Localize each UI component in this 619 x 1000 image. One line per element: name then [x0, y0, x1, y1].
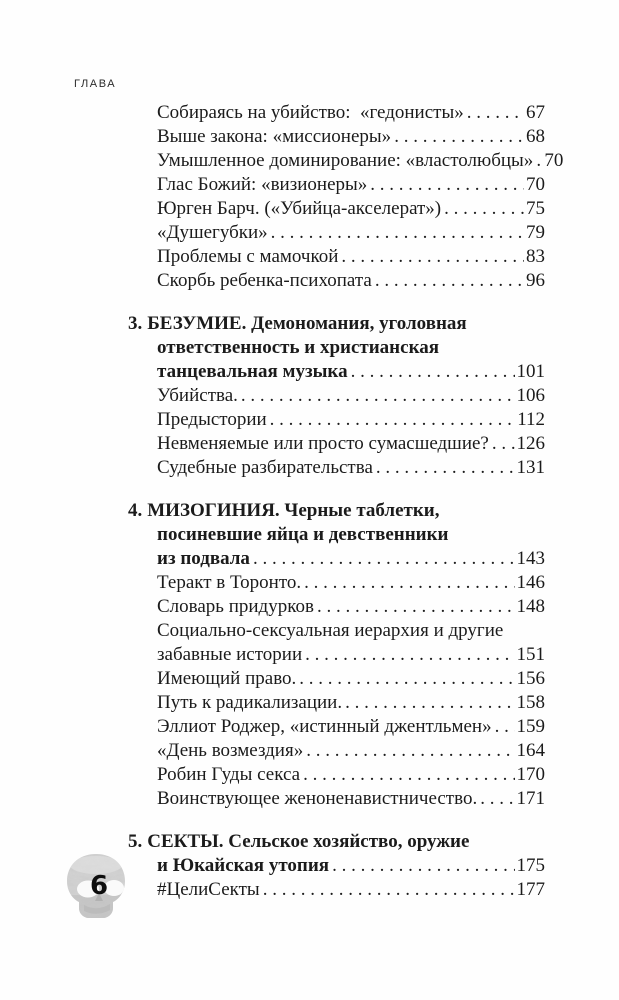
entry-page-number: 101: [516, 361, 545, 382]
toc-heading-text: СЕКТЫ. Сельское хозяйство, оружие: [147, 831, 470, 852]
entry-title: забавные истории: [157, 644, 303, 665]
toc-heading-line: [128, 312, 545, 336]
toc-heading-line: [128, 830, 545, 854]
toc-entry-line: [157, 787, 545, 811]
toc-entry-line: [157, 408, 545, 432]
entry-page-number: 79: [526, 222, 545, 243]
running-header: ГЛАВА: [74, 78, 117, 90]
entry-page-number: 148: [516, 596, 545, 617]
entry-page-number: 67: [526, 102, 545, 123]
toc-group: [128, 312, 545, 480]
entry-title: Предыстории: [157, 409, 267, 430]
dot-leader: [270, 408, 516, 432]
dot-leader: [492, 432, 515, 456]
toc-heading-text: посиневшие яйца и девственники: [157, 524, 449, 545]
toc-group: [128, 830, 545, 902]
dot-leader: [253, 547, 515, 571]
page-footer-ornament: [62, 851, 130, 923]
dot-leader: [241, 384, 515, 408]
entry-page-number: 106: [516, 385, 545, 406]
toc-heading-line: [157, 336, 545, 360]
toc-entry-line: [157, 691, 545, 715]
entry-page-number: 75: [526, 198, 545, 219]
toc-heading-number: 5.: [128, 831, 143, 852]
toc-entry-line: [157, 878, 545, 902]
entry-page-number: 70: [526, 174, 545, 195]
dot-leader: [480, 787, 514, 811]
toc-entry-line: [157, 432, 545, 456]
toc-group: [157, 101, 564, 293]
entry-page-number: 112: [517, 409, 545, 430]
toc-entry-line: [157, 269, 545, 293]
entry-title: «День возмездия»: [157, 740, 304, 761]
dot-leader: [306, 739, 514, 763]
dot-leader: [376, 456, 515, 480]
entry-title: Имеющий право.: [157, 668, 297, 689]
entry-page-number: 146: [516, 572, 545, 593]
skull-icon: [62, 851, 130, 923]
dot-leader: [345, 691, 514, 715]
entry-title: Невменяемые или просто сумасшедшие?: [157, 433, 489, 454]
dot-leader: [394, 125, 524, 149]
entry-title: Умышленное доминирование: «властолюбцы»: [157, 150, 534, 171]
toc-heading-text: ответственность и христианская: [157, 337, 440, 358]
entry-page-number: 170: [516, 764, 545, 785]
entry-title: Юрген Барч. («Убийца-акселерат»): [157, 198, 442, 219]
entry-page-number: 96: [526, 270, 545, 291]
dot-leader: [317, 595, 515, 619]
dot-leader: [467, 101, 524, 125]
entry-title: «Душегубки»: [157, 222, 268, 243]
entry-page-number: 156: [516, 668, 545, 689]
table-of-contents: [128, 101, 564, 902]
entry-page-number: 126: [516, 433, 545, 454]
dot-leader: [370, 173, 524, 197]
dot-leader: [305, 643, 514, 667]
toc-entry-line: [157, 245, 545, 269]
toc-entry-line: [157, 643, 545, 667]
dot-leader: [271, 221, 524, 245]
dot-leader: [332, 854, 514, 878]
entry-title: Убийства.: [157, 385, 238, 406]
entry-title: Собираясь на убийство: «гедонисты»: [157, 102, 464, 123]
entry-title: Воинствующее женоненавистничество.: [157, 788, 478, 809]
entry-title: Проблемы с мамочкой: [157, 246, 339, 267]
dot-leader: [299, 667, 514, 691]
entry-page-number: 83: [526, 246, 545, 267]
toc-entry-line: [157, 149, 564, 173]
page-number: 6: [89, 871, 109, 901]
toc-entry-line: [157, 125, 545, 149]
entry-page-number: 131: [516, 457, 545, 478]
toc-heading-number: 4.: [128, 500, 143, 521]
entry-page-number: 151: [516, 644, 545, 665]
entry-title: Словарь придурков: [157, 596, 314, 617]
toc-entry-line: [157, 101, 545, 125]
toc-heading-line: [157, 360, 545, 384]
entry-title: #ЦелиСекты: [157, 879, 260, 900]
toc-heading-text: МИЗОГИНИЯ. Черные таблетки,: [147, 500, 440, 521]
toc-heading-text: БЕЗУМИЕ. Демономания, уголовная: [147, 313, 467, 334]
entry-title: Путь к радикализации.: [157, 692, 343, 713]
entry-page-number: 143: [516, 548, 545, 569]
toc-heading-text: и Юкайская утопия: [157, 855, 330, 876]
dot-leader: [536, 149, 542, 173]
toc-entry-line: [157, 619, 545, 643]
entry-page-number: 164: [516, 740, 545, 761]
toc-heading-line: [157, 547, 545, 571]
entry-page-number: 159: [516, 716, 545, 737]
toc-entry-line: [157, 456, 545, 480]
dot-leader: [351, 360, 515, 384]
toc-entry-line: [157, 197, 545, 221]
entry-title: Глас Божий: «визионеры»: [157, 174, 368, 195]
dot-leader: [304, 571, 514, 595]
toc-entry-line: [157, 571, 545, 595]
toc-heading-line: [128, 499, 545, 523]
entry-title: Эллиот Роджер, «истинный джентльмен»: [157, 716, 492, 737]
dot-leader: [444, 197, 524, 221]
toc-entry-line: [157, 763, 545, 787]
entry-title: Социально-сексуальная иерархия и другие: [157, 620, 504, 641]
toc-heading-line: [157, 854, 545, 878]
entry-title: Теракт в Торонто.: [157, 572, 302, 593]
toc-entry-line: [157, 173, 545, 197]
toc-heading-text: из подвала: [157, 548, 250, 569]
toc-heading-line: [157, 523, 545, 547]
dot-leader: [341, 245, 524, 269]
toc-entry-line: [157, 739, 545, 763]
entry-title: Судебные разбирательства: [157, 457, 373, 478]
entry-page-number: 158: [516, 692, 545, 713]
entry-title: Робин Гуды секса: [157, 764, 301, 785]
dot-leader: [495, 715, 515, 739]
entry-page-number: 70: [544, 150, 564, 171]
dot-leader: [263, 878, 515, 902]
toc-group: [128, 499, 545, 811]
toc-entry-line: [157, 667, 545, 691]
toc-entry-line: [157, 595, 545, 619]
toc-entry-line: [157, 715, 545, 739]
dot-leader: [375, 269, 524, 293]
toc-entry-line: [157, 384, 545, 408]
toc-entry-line: [157, 221, 545, 245]
toc-heading-text: танцевальная музыка: [157, 361, 348, 382]
entry-title: Скорбь ребенка-психопата: [157, 270, 372, 291]
dot-leader: [303, 763, 514, 787]
entry-page-number: 175: [516, 855, 545, 876]
entry-page-number: 68: [526, 126, 545, 147]
entry-title: Выше закона: «миссионеры»: [157, 126, 392, 147]
entry-page-number: 177: [516, 879, 545, 900]
entry-page-number: 171: [516, 788, 545, 809]
toc-heading-number: 3.: [128, 313, 143, 334]
